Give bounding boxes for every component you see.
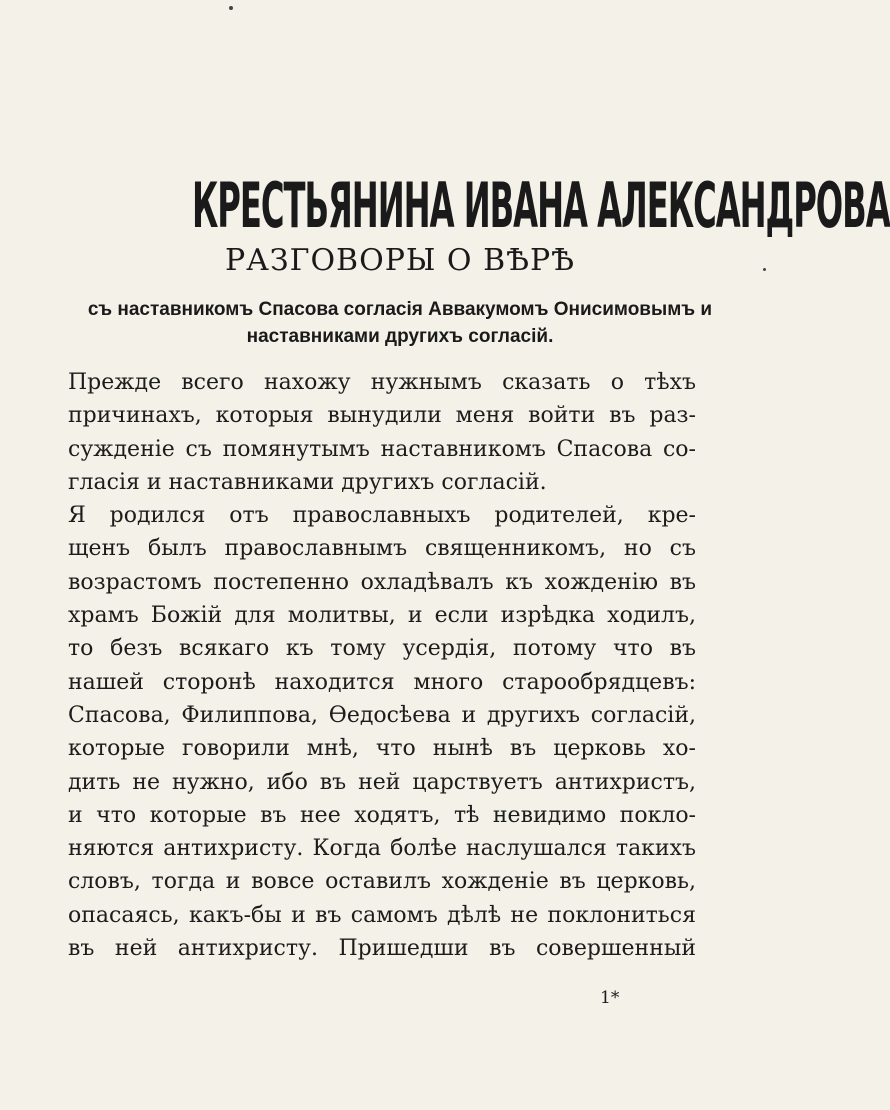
body-text (68, 366, 696, 965)
text-line: Я родился отъ православныхъ родителей, кре- (68, 503, 696, 529)
text-line: храмъ Божій для молитвы, и если изрѣдка ходилъ, (68, 603, 696, 629)
text-line: сужденіе съ помянутымъ наставникомъ Спасова со- (68, 436, 696, 462)
subtitle-block (40, 296, 760, 350)
signature-mark: 1* (600, 988, 620, 1008)
text-line: словъ, тогда и вовсе оставилъ хожденіе въ церковь, (68, 869, 696, 895)
text-line: и что которые въ нее ходятъ, тѣ невидимо покло- (68, 802, 696, 828)
book-title: КРЕСТЬЯНИНА ИВАНА АЛЕКСАНДРОВА (192, 169, 890, 242)
text-line: то безъ всякаго къ тому усердія, потому что въ (68, 636, 696, 662)
book-subtitle: РАЗГОВОРЫ О ВѢРѢ (225, 243, 575, 278)
subtitle-line: съ наставникомъ Спасова согласія Аввакумомъ Онисимовымъ и (87, 299, 713, 320)
text-line: дить не нужно, ибо въ ней царствуетъ антихристъ, (68, 769, 696, 795)
text-line: причинахъ, которыя вынудили меня войти въ раз- (68, 403, 696, 429)
print-speck (229, 6, 233, 10)
text-line: Прежде всего нахожу нужнымъ сказать о тѣхъ (68, 370, 696, 395)
text-line: опасаясь, какъ-бы и въ самомъ дѣлѣ не поклониться (68, 902, 696, 928)
text-line: щенъ былъ православнымъ священникомъ, но съ (68, 536, 696, 562)
subtitle-line: наставниками другихъ согласій. (246, 326, 554, 347)
text-line: Спасова, Филиппова, Ѳедосѣева и другихъ согласій, (68, 702, 696, 728)
text-line: возрастомъ постепенно охладѣвалъ къ хожденію въ (68, 569, 696, 595)
text-line: гласія и наставниками другихъ согласій. (68, 469, 547, 495)
text-line: которые говорили мнѣ, что нынѣ въ церковь хо- (68, 736, 696, 762)
text-line: въ ней антихристу. Пришедши въ совершенный (68, 936, 696, 962)
text-line: нашей сторонѣ находится много старообрядцевъ: (68, 669, 696, 695)
text-line: няются антихристу. Когда болѣе наслушался такихъ (68, 836, 696, 862)
